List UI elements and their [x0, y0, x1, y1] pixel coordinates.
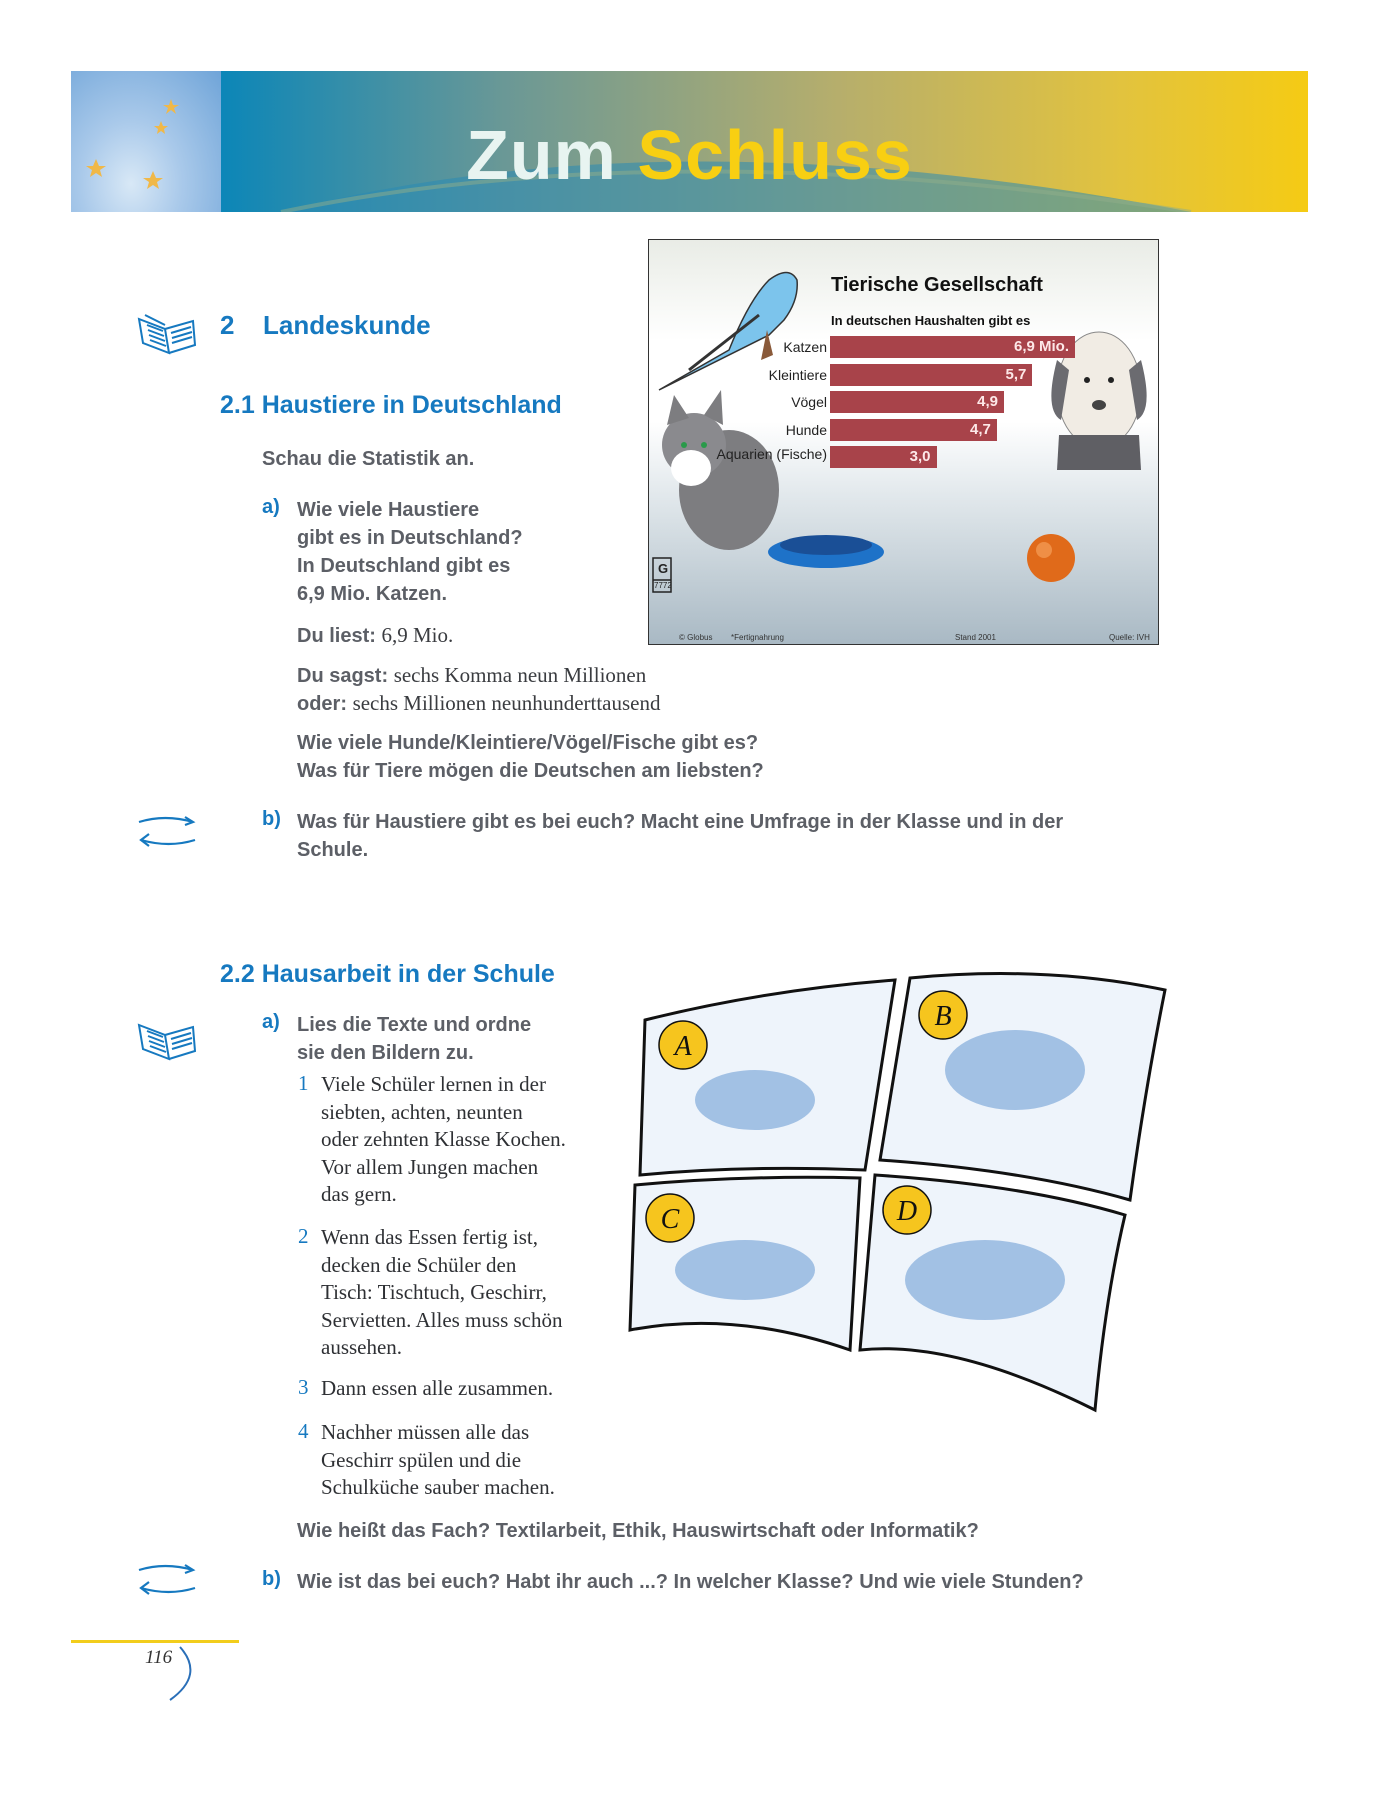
bar-value-label: 4,9 [977, 393, 998, 410]
comic-illustration [625, 950, 1220, 1490]
title-part-2: Schluss [637, 116, 913, 194]
bar-value-label: 6,9 Mio. [1013, 338, 1069, 355]
item-text [321, 1071, 621, 1209]
item-text [321, 1419, 621, 1502]
water-bowl-icon [768, 535, 884, 568]
task-a-label: a) [262, 496, 280, 518]
text-line: Tisch: Tischtuch, Geschirr, [321, 1280, 547, 1304]
item-number: 3 [298, 1375, 309, 1399]
text-line: 6,9 Mio. Katzen. [297, 583, 448, 605]
text-line: Dann essen alle zusammen. [321, 1376, 554, 1400]
bar-2 [830, 391, 1004, 413]
text-line: Viele Schüler lernen in der [321, 1072, 546, 1096]
bar-4 [830, 446, 937, 468]
globus-number: 7772 [654, 581, 672, 590]
cat-icon [662, 390, 779, 550]
text-line: Servietten. Alles muss schön [321, 1307, 563, 1332]
panel-label-b: B [934, 1001, 952, 1032]
text-line: siebten, achten, neunten [321, 1099, 523, 1124]
questions [297, 729, 764, 785]
item-text [321, 1224, 621, 1362]
ball-icon [1027, 534, 1075, 582]
bar-1 [830, 364, 1032, 386]
intro-text: Schau die Statistik an. [262, 448, 475, 470]
page-swoosh-icon [160, 1645, 200, 1705]
subject-question: Wie heißt das Fach? Textilarbeit, Ethik, Hauswirtschaft oder Informatik? [297, 1520, 979, 1542]
task-a-text [297, 1011, 531, 1067]
du-liest-value: 6,9 Mio. [381, 623, 454, 647]
item-number: 4 [298, 1419, 309, 1443]
title-part-1: Zum [466, 116, 617, 194]
text-line: Lies die Texte und ordne [297, 1014, 532, 1036]
subsection-title-2-1: 2.1 Haustiere in Deutschland [220, 391, 562, 419]
bar-0 [830, 336, 1075, 358]
panel-label-d: D [896, 1196, 918, 1227]
section-number: 2 [220, 310, 235, 340]
task-b-text [297, 808, 1063, 864]
text-line: Wie viele Haustiere [297, 499, 480, 521]
chart-note: *Fertignahrung [731, 633, 784, 642]
text-line: Schule. [297, 839, 369, 861]
text-line: Schulküche sauber machen. [321, 1475, 555, 1499]
bar-category-label: Katzen [783, 339, 827, 355]
book-icon [135, 1013, 199, 1063]
du-liest-label: Du liest: [297, 625, 376, 647]
text-line: In Deutschland gibt es [297, 555, 511, 577]
chart-illustrations [649, 240, 1159, 645]
question-line: Was für Tiere mögen die Deutschen am liebsten? [297, 760, 764, 782]
globus-logo-letter: G [658, 561, 669, 576]
text-line: oder zehnten Klasse Kochen. [321, 1127, 566, 1151]
text-line: Wenn das Essen fertig ist, [321, 1225, 539, 1249]
text-line: das gern. [321, 1182, 397, 1206]
item-text [321, 1375, 621, 1403]
text-line: Vor allem Jungen machen [321, 1154, 539, 1179]
text-line: Was für Haustiere gibt es bei euch? Macht eine Umfrage in der Klasse und in der [297, 811, 1064, 833]
task-b-text: Wie ist das bei euch? Habt ihr auch ...? In welcher Klasse? Und wie viele Stunden? [297, 1571, 1084, 1593]
bar-category-label: Vögel [791, 394, 827, 410]
bar-value-label: 5,7 [1005, 365, 1027, 383]
item-number: 1 [298, 1071, 309, 1095]
task-a-label: a) [262, 1011, 280, 1033]
panel-label-c: C [660, 1204, 680, 1235]
text-line: aussehen. [321, 1335, 403, 1359]
panel-label-a: A [674, 1031, 692, 1062]
page-title [71, 115, 1308, 195]
text-line: sie den Bildern zu. [297, 1042, 474, 1064]
chart-copyright: © Globus [679, 633, 713, 642]
pets-statistics-chart [648, 239, 1159, 645]
task-a-text [297, 496, 523, 608]
section-title: Landeskunde [263, 310, 431, 340]
subsection-title-2-2: 2.2 Hausarbeit in der Schule [220, 960, 555, 988]
bar-value-label: 3,0 [909, 448, 931, 465]
footer-rule [71, 1640, 239, 1643]
chart-source: Quelle: IVH [1109, 633, 1150, 642]
du-sagst-line [297, 661, 646, 690]
text-line: Geschirr spülen und die [321, 1447, 522, 1472]
bar-category-label: Hunde [785, 421, 827, 438]
page-number: 116 [145, 1647, 173, 1668]
du-sagst-label: Du sagst: [297, 665, 389, 687]
text-line: gibt es in Deutschland? [297, 527, 523, 549]
bar-value-label: 4,7 [970, 420, 991, 438]
oder-value: sechs Millionen neunhunderttausend [352, 691, 661, 715]
partner-exchange-icon [135, 1560, 199, 1598]
text-line: Nachher müssen alle das [321, 1420, 530, 1444]
chart-title: Tierische Gesellschaft [831, 274, 1043, 296]
bar-category-label: Aquarien (Fische) [716, 446, 827, 462]
bar-category-label: Kleintiere [768, 366, 827, 383]
chart-subtitle: In deutschen Haushalten gibt es [831, 313, 1031, 328]
text-line: decken die Schüler den [321, 1252, 517, 1277]
bar-3 [830, 419, 997, 441]
question-line: Wie viele Hunde/Kleintiere/Vögel/Fische gibt es? [297, 732, 759, 754]
chart-date: Stand 2001 [955, 633, 996, 642]
task-b-label: b) [262, 808, 281, 830]
du-sagst-value: sechs Komma neun Millionen [393, 663, 647, 687]
chapter-banner [71, 71, 1308, 212]
task-b-label: b) [262, 1568, 281, 1590]
partner-exchange-icon [135, 812, 199, 850]
book-icon [135, 307, 199, 357]
oder-line [297, 689, 661, 718]
oder-label: oder: [297, 693, 347, 715]
item-number: 2 [298, 1224, 309, 1248]
du-liest-line [297, 621, 453, 650]
